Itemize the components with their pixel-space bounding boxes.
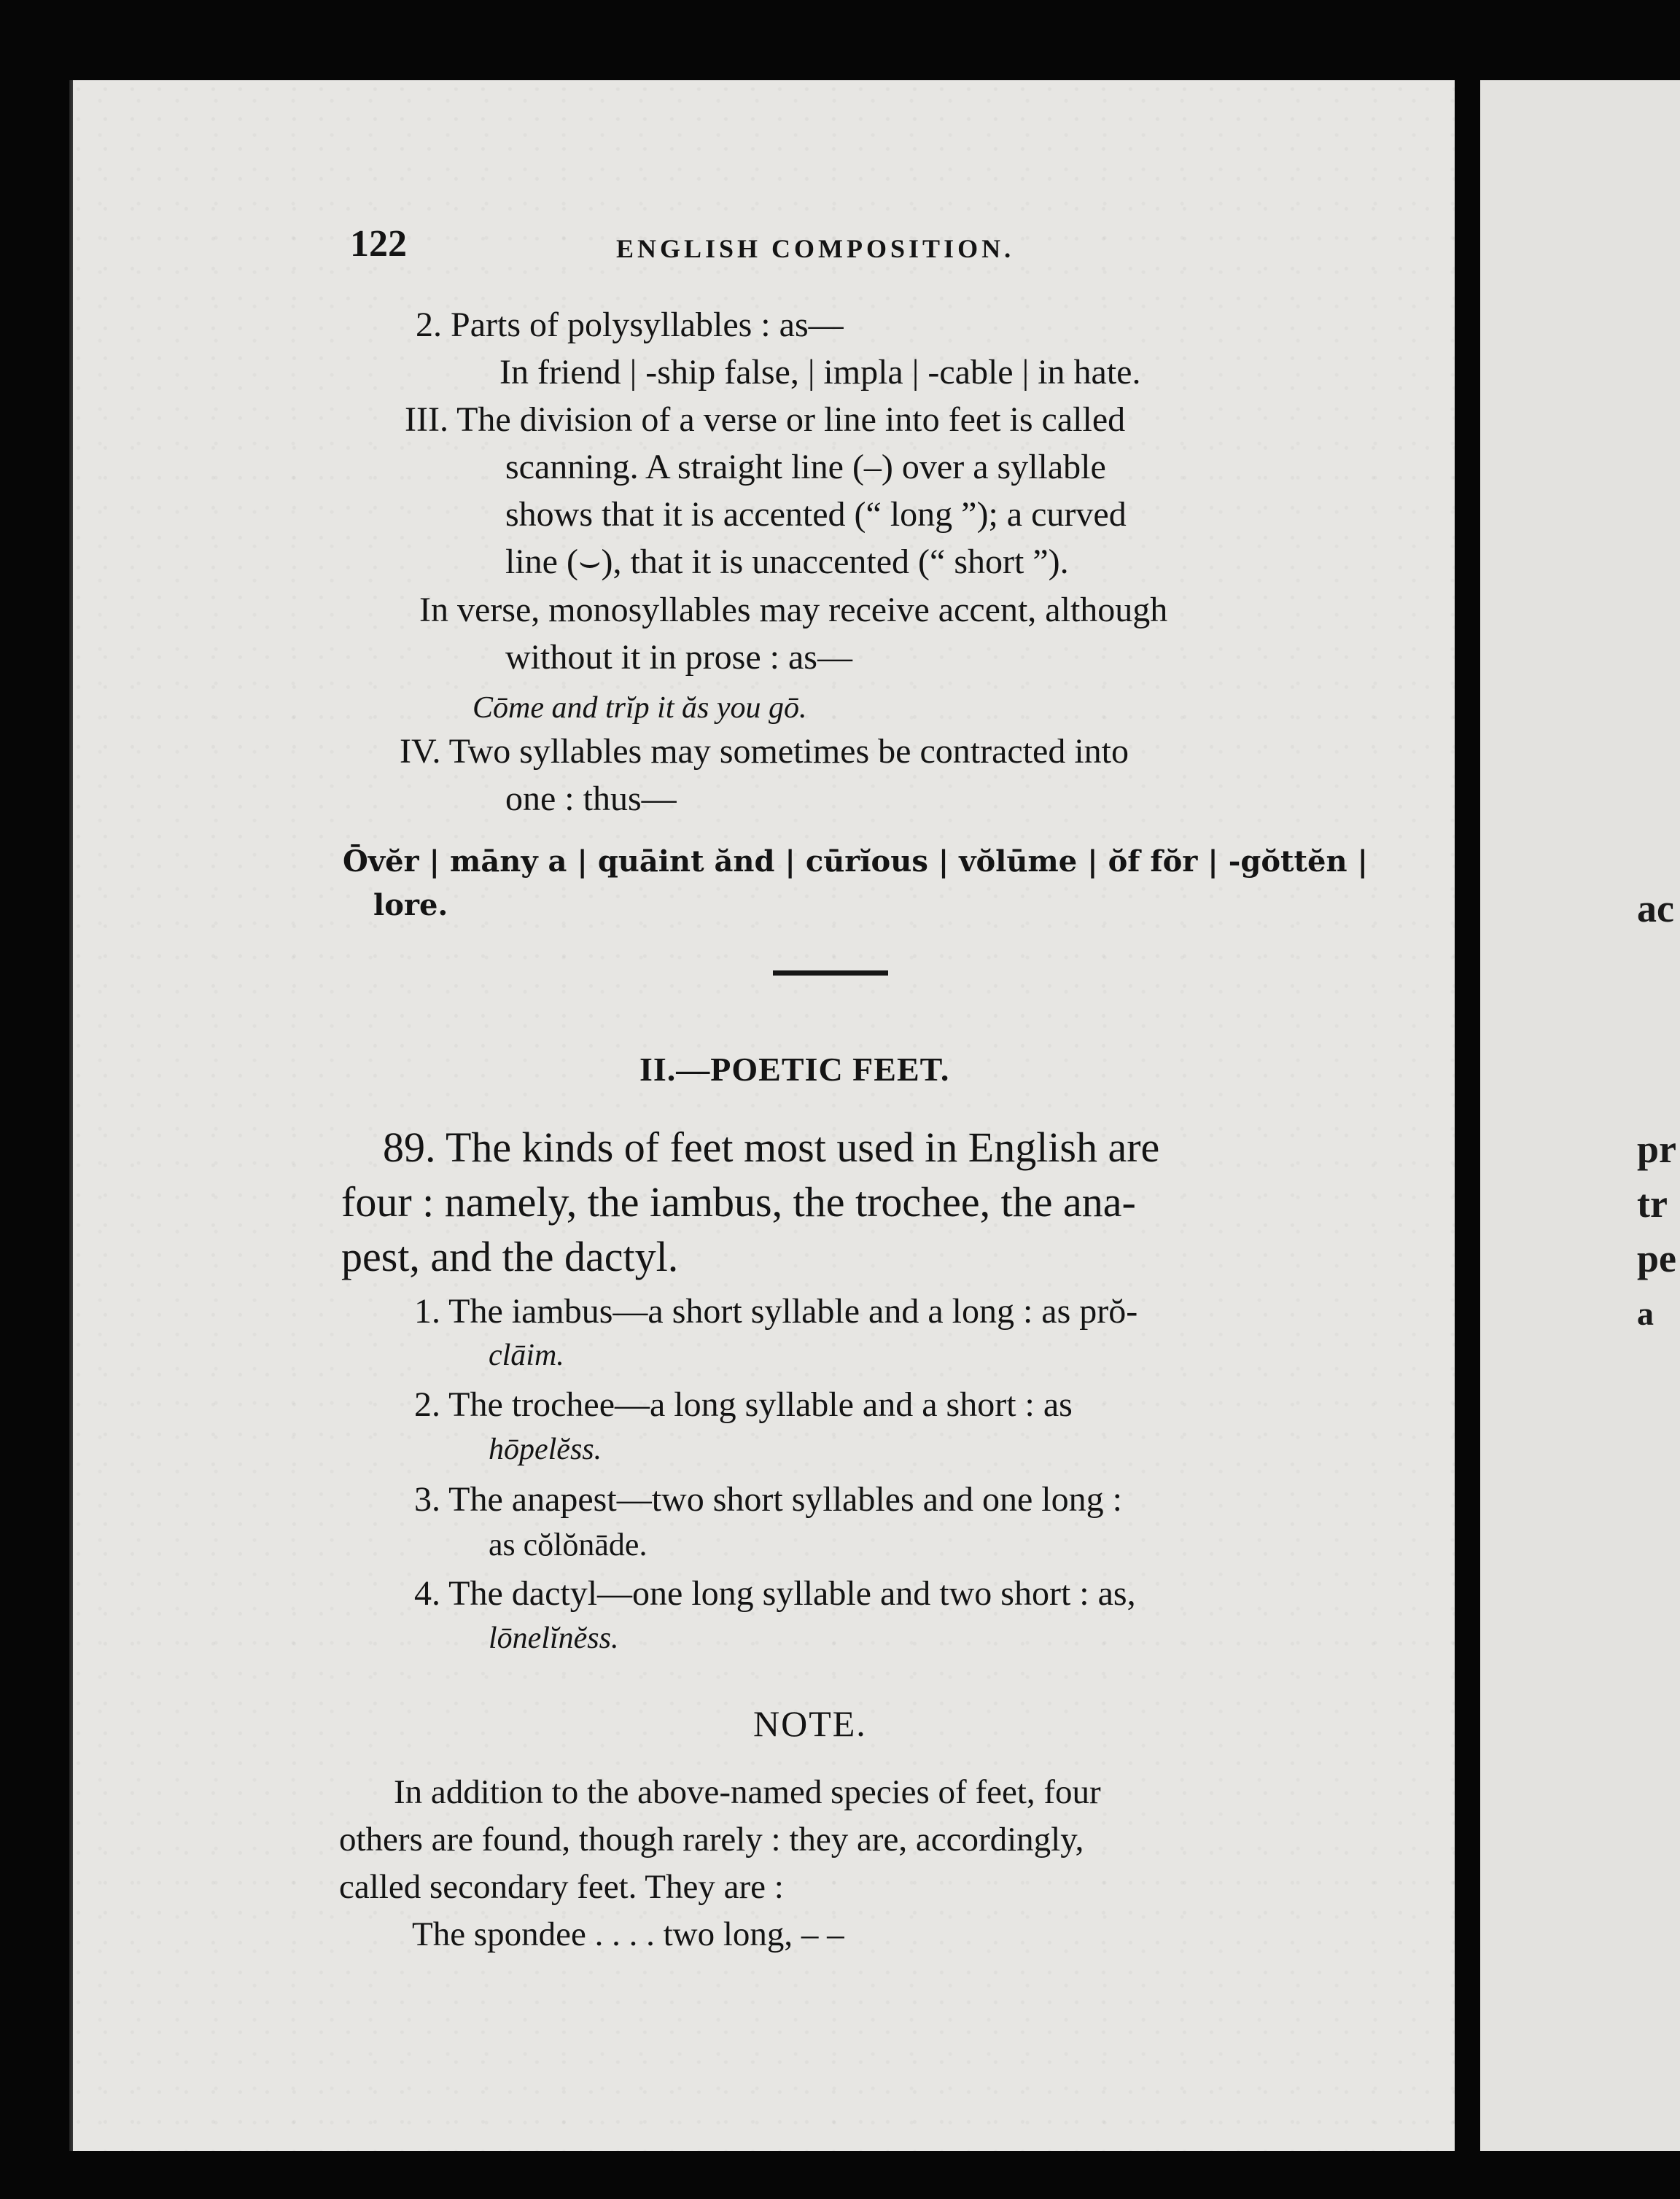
foot-2-line-2: hōpelĕss. [489,1433,602,1466]
facing-fragment: a [1637,1295,1654,1332]
item-2-text: 2. Parts of polysyllables : as— [416,305,844,344]
facing-fragment: pe [1637,1237,1676,1280]
facing-fragment: ac [1637,887,1674,930]
page-number: 122 [350,223,407,265]
foot-4-line-2: lōnelĭnĕss. [489,1622,619,1655]
note-line-2: others are found, though rarely : they are, accordingly, [339,1821,1084,1859]
paragraph-89-line-2: four : namely, the iambus, the trochee, the ana- [341,1178,1136,1226]
note-line-1: In addition to the above-named species of feet, four [394,1773,1101,1811]
item-3-line-4: line (⌣), that it is unaccented (“ short ”). [505,542,1069,581]
foot-3-line-1: 3. The anapest—two short syllables and one long : [414,1480,1122,1519]
item-3-line-1: III. The division of a verse or line into feet is called [405,400,1126,439]
item-3-line-3: shows that it is accented (“ long ”); a curved [505,495,1127,534]
foot-1-line-2: clāim. [489,1339,564,1372]
foot-1-line-1: 1. The iambus—a short syllable and a long : as prŏ- [414,1292,1138,1331]
facing-page [1480,80,1680,2151]
section-heading: II.—POETIC FEET. [639,1051,950,1088]
facing-fragment: tr [1637,1182,1668,1226]
verse-line-2: without it in prose : as— [505,638,852,677]
running-head: ENGLISH COMPOSITION. [616,234,1015,263]
item-4-line-2: one : thus— [505,779,677,818]
book-page [73,80,1455,2151]
facing-fragment: pr [1637,1127,1676,1171]
paragraph-89-line-3: pest, and the dactyl. [341,1233,679,1280]
verse-example: Cōme and trĭp it ăs you gō. [472,691,807,725]
scansion-line-2: lore. [373,888,448,922]
section-rule [773,970,888,976]
item-3-line-2: scanning. A straight line (–) over a syllable [505,448,1106,486]
item-4-line-1: IV. Two syllables may sometimes be contracted into [400,732,1129,771]
scansion-line-1: Ōvĕr | māny a | quāint ănd | cūrĭous | vŏlūme | ŏf fŏr | -gŏttĕn | [343,844,1368,879]
note-line-4: The spondee . . . . two long, – – [412,1915,844,1953]
foot-4-line-1: 4. The dactyl—one long syllable and two short : as, [414,1574,1136,1613]
note-title: NOTE. [753,1703,867,1744]
note-line-3: called secondary feet. They are : [339,1868,784,1906]
foot-2-line-1: 2. The trochee—a long syllable and a short : as [414,1385,1073,1424]
verse-line-1: In verse, monosyllables may receive accent, although [419,591,1168,629]
paragraph-89-line-1: 89. The kinds of feet most used in English are [383,1124,1160,1171]
foot-3-line-2: as cŏlŏnāde. [489,1527,648,1562]
item-2-example: In friend | -ship false, | impla | -cable | in hate. [499,353,1141,392]
